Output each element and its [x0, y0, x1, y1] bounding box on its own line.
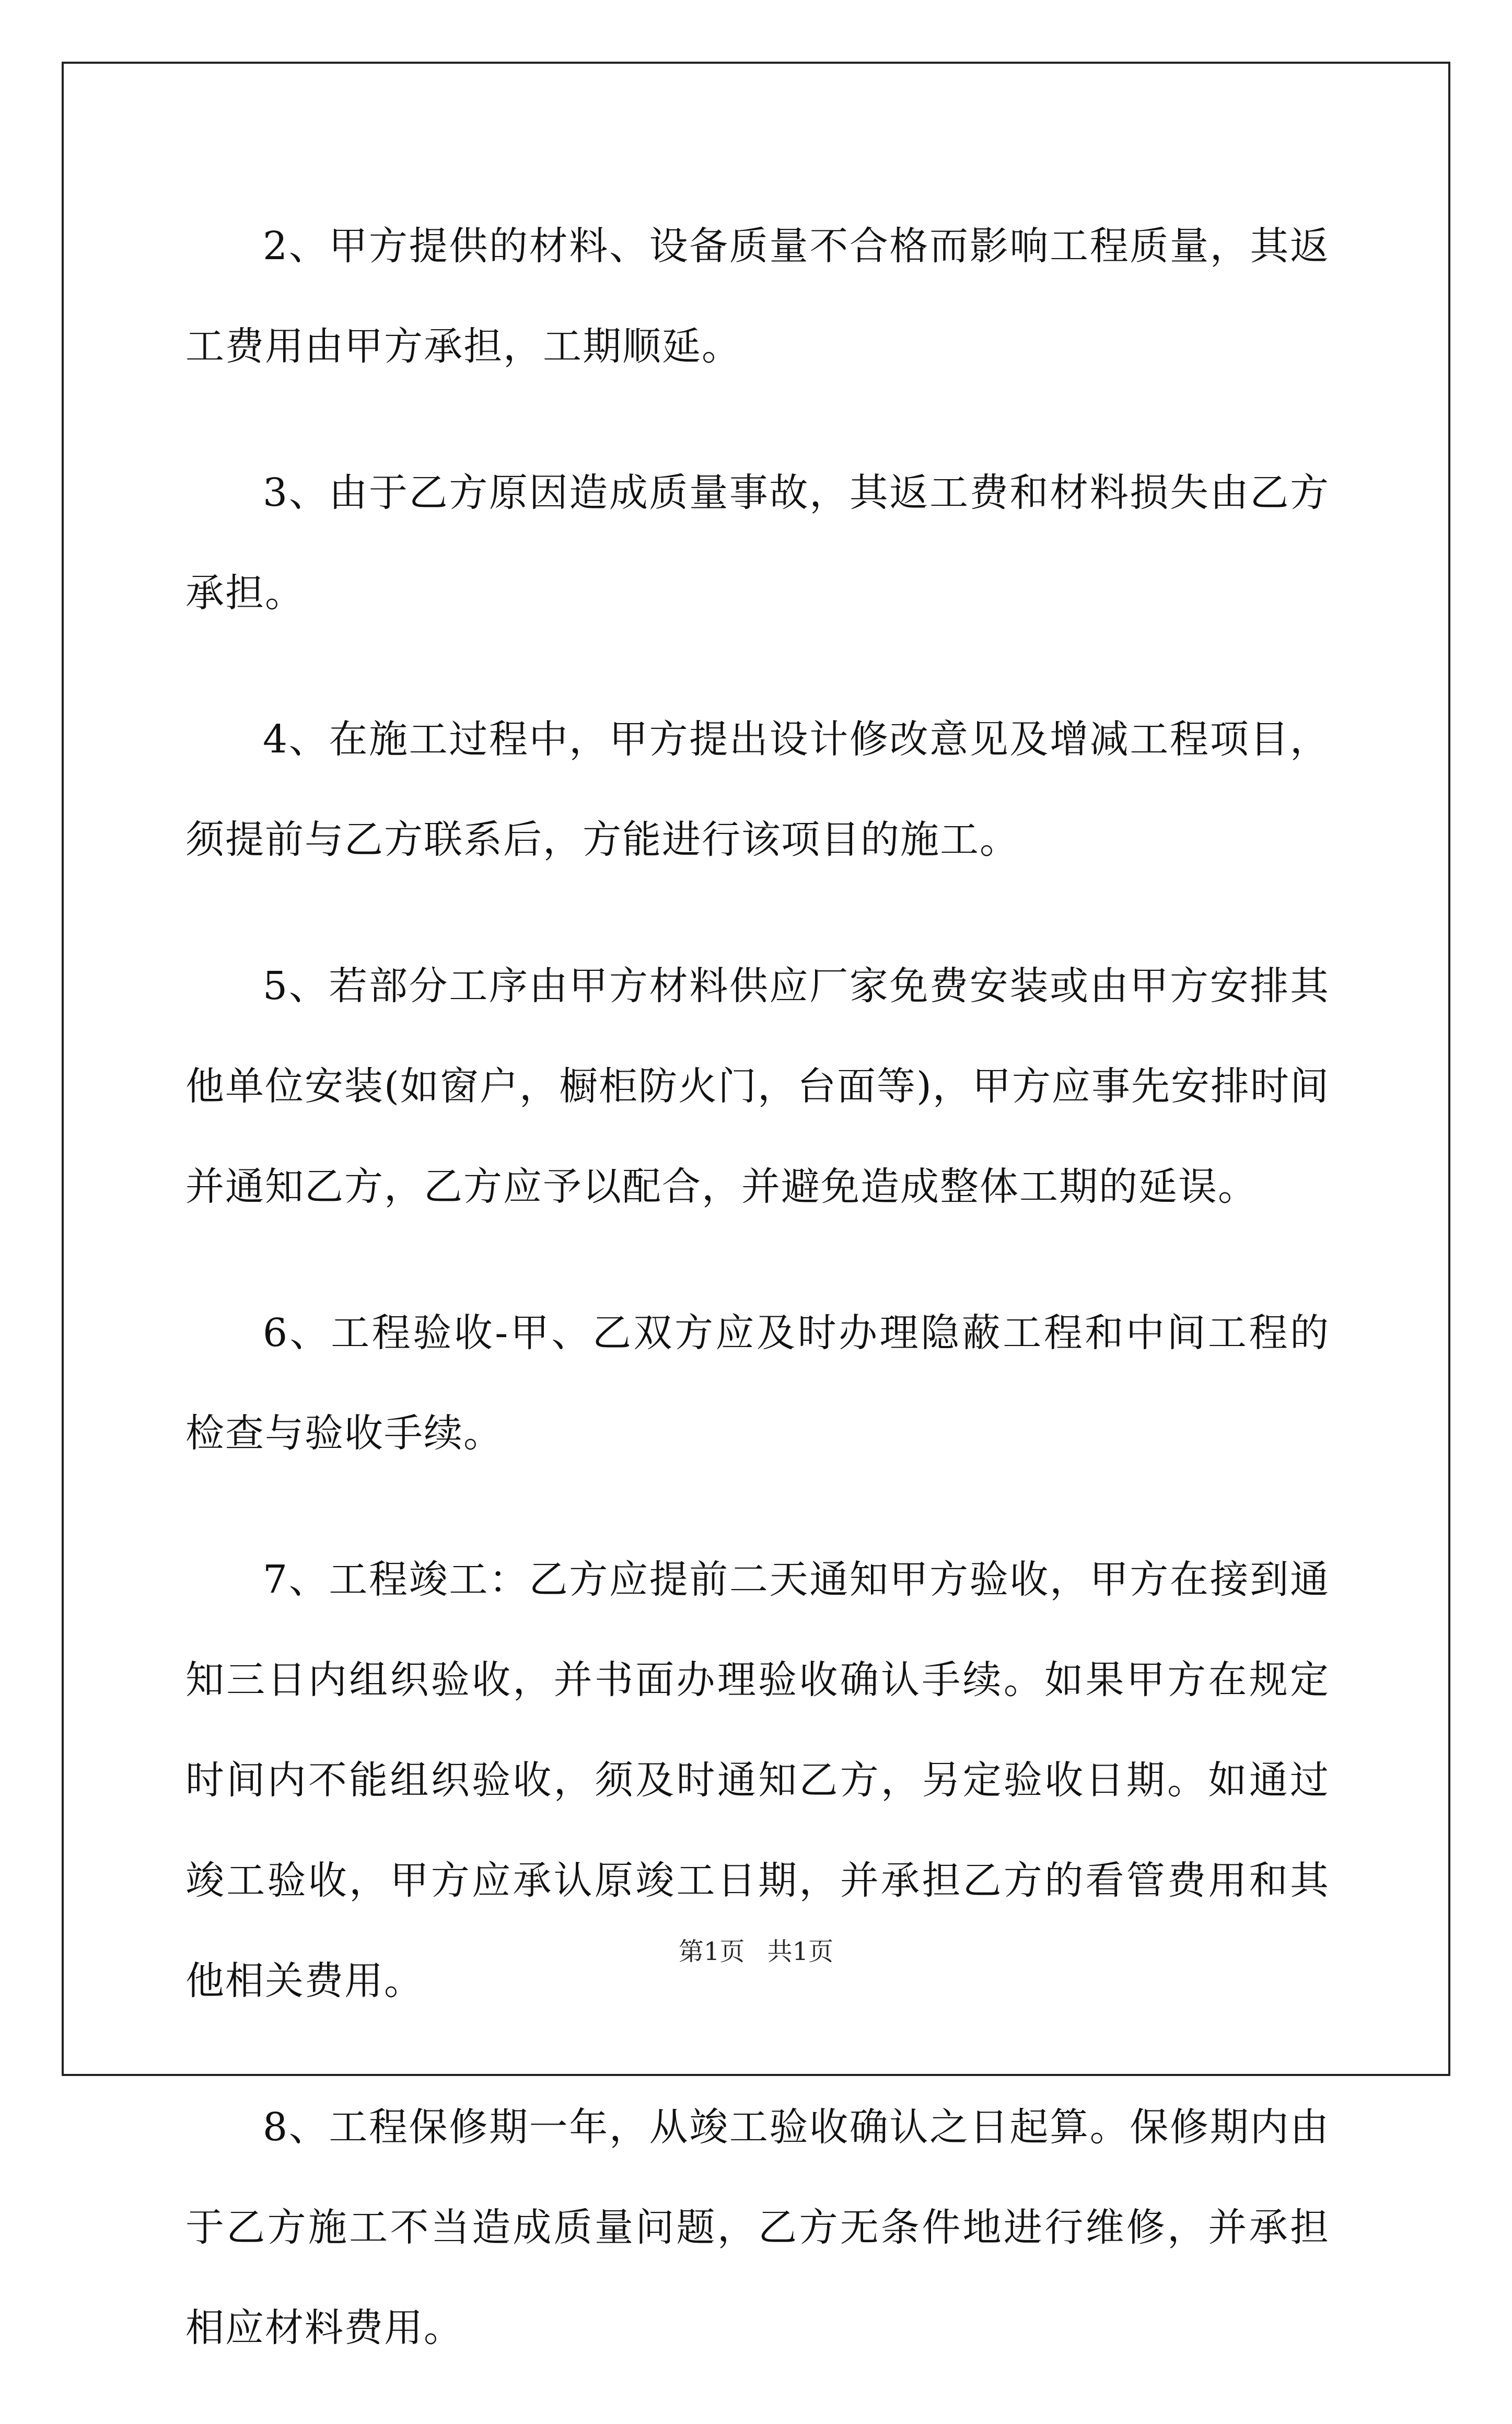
- paragraph-8: 8、工程保修期一年，从竣工验收确认之日起算。保修期内由于乙方施工不当造成质量问题，乙方无条件地进行维修，并承担相应材料费用。: [185, 2105, 1330, 2350]
- paragraph-5: 5、若部分工序由甲方材料供应厂家免费安装或由甲方安排其他单位安装(如窗户，橱柜防火门，台面等)，甲方应事先安排时间并通知乙方，乙方应予以配合，并避免造成整体工期的延误。: [185, 964, 1330, 1209]
- paragraph-3: 3、由于乙方原因造成质量事故，其返工费和材料损失由乙方承担。: [185, 470, 1330, 616]
- page-number: 第1页: [678, 1937, 745, 1966]
- paragraph-6: 6、工程验收-甲、乙双方应及时办理隐蔽工程和中间工程的检查与验收手续。: [185, 1310, 1330, 1456]
- paragraph-4: 4、在施工过程中，甲方提出设计修改意见及增减工程项目，须提前与乙方联系后，方能进行该项目的施工。: [185, 717, 1330, 862]
- page-footer: [0, 1936, 1512, 1967]
- paragraph-2: 2、甲方提供的材料、设备质量不合格而影响工程质量，其返工费用由甲方承担，工期顺延。: [185, 224, 1330, 369]
- document-body: [185, 196, 1330, 2424]
- page-total: 共1页: [767, 1937, 834, 1966]
- paragraph-7: 7、工程竣工：乙方应提前二天通知甲方验收，甲方在接到通知三日内组织验收，并书面办理验收确认手续。如果甲方在规定时间内不能组织验收，须及时通知乙方，另定验收日期。如通过竣工验收，甲方应承认原竣工日期，并承担乙方的看管费用和其他相关费用。: [185, 1557, 1330, 2003]
